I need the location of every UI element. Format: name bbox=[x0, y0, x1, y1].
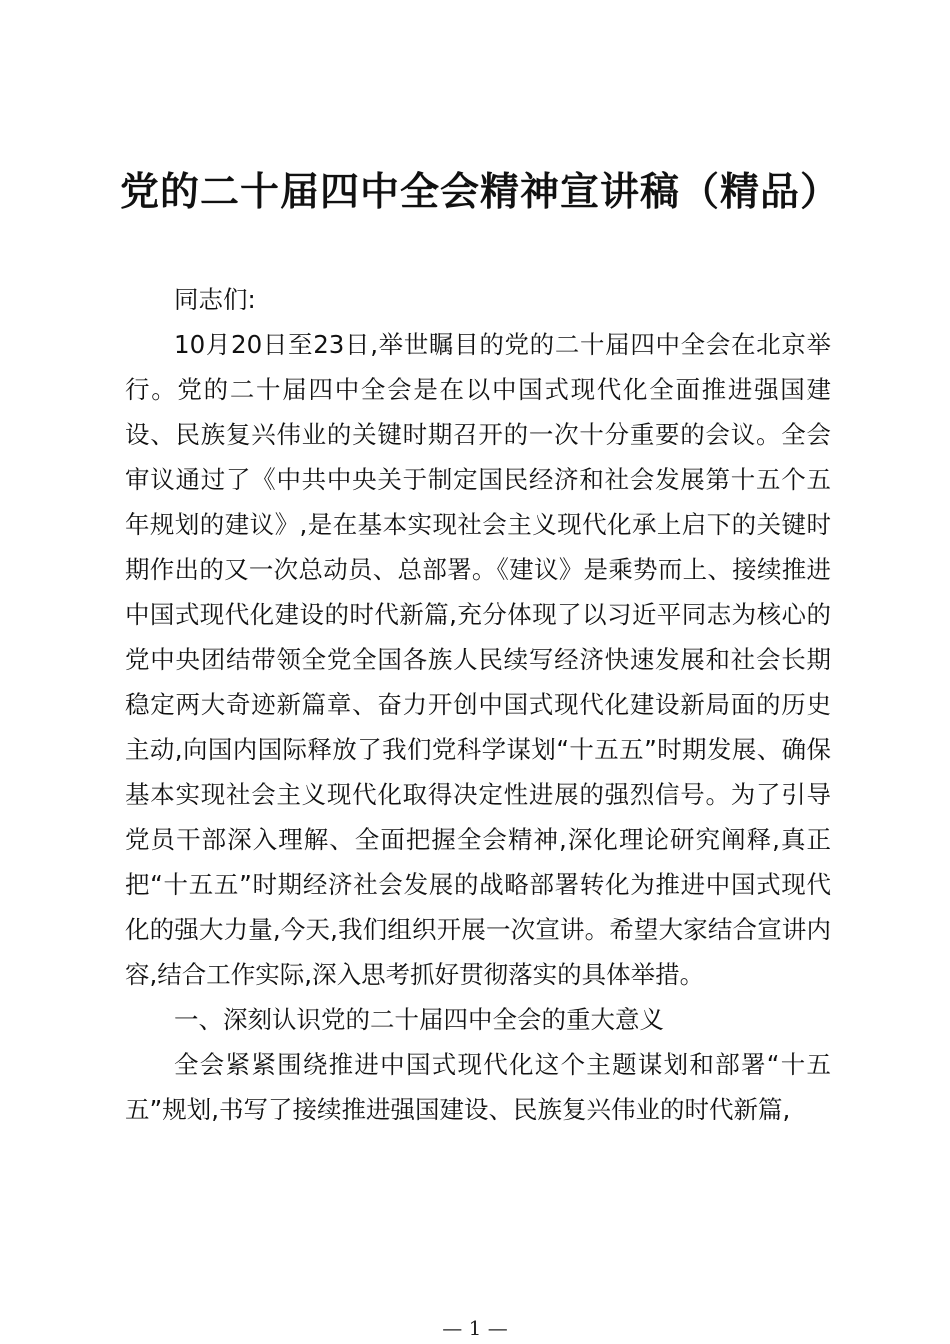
section-paragraph: 全会紧紧围绕推进中国式现代化这个主题谋划和部署“十五五”规划,书写了接续推进强国建设、民族复兴伟业的时代新篇, bbox=[125, 1050, 831, 1124]
intro-paragraph: 10月20日至23日,举世瞩目的党的二十届四中全会在北京举行。党的二十届四中全会是在以中国式现代化全面推进强国建设、民族复兴伟业的关键时期召开的一次十分重要的会议。全会审议通过了《中共中央关于制定国民经济和社会发展第十五个五年规划的建议》,是在基本实现社会主义现代化承上启下的关键时期作出的又一次总动员、总部署。《建议》是乘势而上、接续推进中国式现代化建设的时代新篇,充分体现了以习近平同志为核心的党中央团结带领全党全国各族人民续写经济快速发展和社会长期稳定两大奇迹新篇章、奋力开创中国式现代化建设新局面的历史主动,向国内国际释放了我们党科学谋划“十五五”时期发展、确保基本实现社会主义现代化取得决定性进展的强烈信号。为了引导党员干部深入理解、全面把握全会精神,深化理论研究阐释,真正把“十五五”时期经济社会发展的战略部署转化为推进中国式现代化的强大力量,今天,我们组织开展一次宣讲。希望大家结合宣讲内容,结合工作实际,深入思考抓好贯彻落实的具体举措。 bbox=[125, 330, 831, 989]
salutation: 同志们: bbox=[174, 285, 256, 314]
document-body bbox=[125, 277, 831, 1132]
page-footer bbox=[0, 1316, 950, 1340]
document-title: 党的二十届四中全会精神宣讲稿（精品） bbox=[120, 169, 841, 215]
section-heading: 一、深刻认识党的二十届四中全会的重大意义 bbox=[174, 1005, 664, 1034]
page-number: — 1 — bbox=[442, 1316, 508, 1340]
